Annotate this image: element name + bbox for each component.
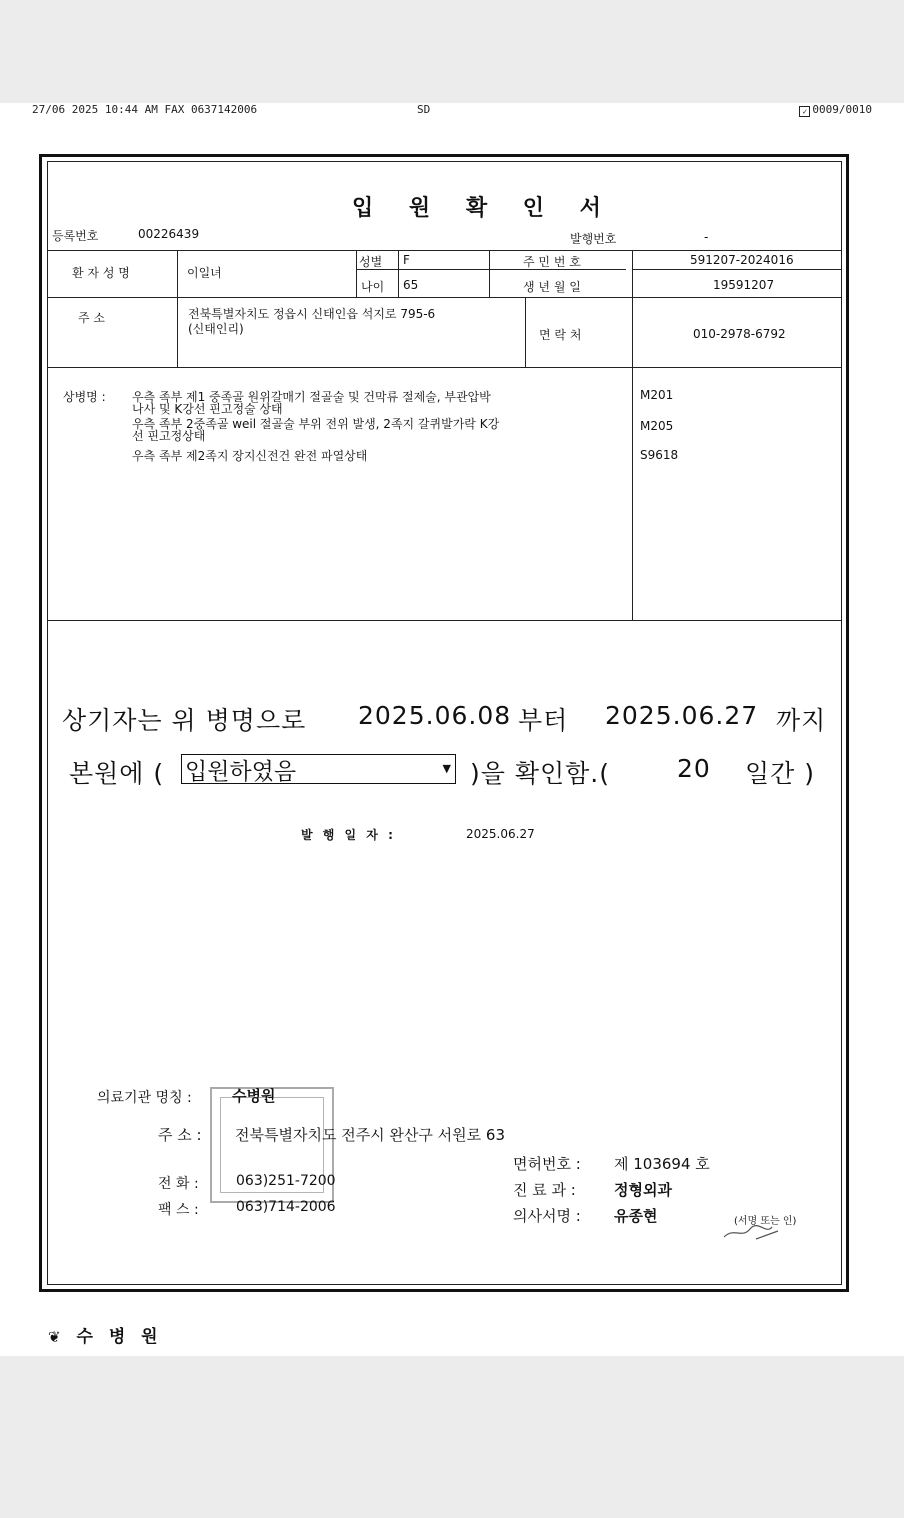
department-label: 진 료 과 : [513, 1181, 576, 1199]
admission-status-select[interactable] [181, 754, 456, 784]
footer-hospital-logo [48, 1322, 163, 1347]
contact-number: 010-2978-6792 [693, 327, 786, 341]
statement2-prefix: 본원에 ( [69, 759, 165, 788]
issue-date-label: 발 행 일 자 : [301, 828, 396, 842]
table-line [632, 250, 633, 620]
fax-number: 063)714-2006 [236, 1199, 336, 1215]
diagnosis-line: 나사 및 K강선 핀고정술 상태 [132, 402, 283, 416]
fax-page [0, 103, 904, 1356]
fax-header [32, 103, 872, 121]
diagnosis-code: S9618 [640, 448, 679, 462]
diagnosis-line: 선 핀고정상태 [132, 429, 206, 443]
fax-header-right [799, 103, 872, 117]
doctor-name: 유종현 [614, 1207, 658, 1225]
doctor-signature-scribble [720, 1219, 790, 1243]
institution-address-label: 주 소 : [158, 1126, 202, 1144]
institution-address: 전북특별자치도 전주시 완산구 서원로 63 [235, 1126, 506, 1144]
table-line [177, 250, 178, 367]
department: 정형외과 [614, 1181, 672, 1199]
diagnosis-code: M201 [640, 388, 674, 402]
signature-note: (서명 또는 인) [734, 1216, 797, 1227]
admission-start-date: 2025.06.08 [358, 701, 512, 730]
fax-header-middle: SD [417, 103, 431, 116]
diagnosis-line: 우측 족부 제2족지 장지신전건 완전 파열상태 [132, 449, 368, 463]
license-label: 면허번호 : [513, 1155, 581, 1173]
registration-number: 00226439 [138, 227, 200, 241]
statement-prefix: 상기자는 위 병명으로 [62, 706, 307, 735]
issue-date: 2025.06.27 [466, 827, 535, 841]
resident-number-label: 주 민 번 호 [523, 255, 581, 269]
footer-hospital-name: 수 병 원 [76, 1327, 163, 1347]
registration-label: 등록번호 [52, 229, 99, 243]
issue-number: - [704, 230, 709, 244]
fax-page-count: 0009/0010 [812, 103, 872, 116]
from-word: 부터 [518, 706, 569, 735]
until-word: 까지 [776, 706, 827, 735]
admission-end-date: 2025.06.27 [605, 701, 759, 730]
table-line [356, 250, 357, 297]
issue-number-label: 발행번호 [570, 232, 617, 246]
diagnosis-line: 우측 족부 2중족골 weil 절골술 부위 전위 발생, 2족지 갈퀴발가락 K강 [132, 417, 500, 431]
table-line [48, 297, 842, 298]
admission-status-value: 입원하였음 [185, 759, 297, 785]
diagnosis-label: 상병명 : [63, 390, 106, 404]
fax-label: 팩 스 : [158, 1202, 199, 1218]
sex-label: 성별 [359, 255, 383, 269]
age-label: 나이 [361, 280, 385, 294]
certificate-frame [39, 154, 849, 1292]
table-line [48, 620, 842, 621]
contact-label: 면 락 처 [539, 328, 582, 342]
address-label: 주 소 [78, 311, 105, 325]
table-line [398, 250, 399, 297]
fax-check-icon: ✓ [799, 106, 810, 117]
table-line [48, 367, 842, 368]
address-line-2: (신태인리) [188, 322, 244, 336]
phone-label: 전 화 : [158, 1176, 199, 1192]
license-number: 제 103694 호 [614, 1155, 710, 1173]
institution-name-label: 의료기관 명칭 : [97, 1090, 192, 1106]
diagnosis-code: M205 [640, 419, 674, 433]
document-title: 입 원 확 인 서 [352, 196, 615, 221]
birth-date-label: 생 년 월 일 [523, 280, 581, 294]
doctor-signature-label: 의사서명 : [513, 1207, 581, 1225]
address-line-1: 전북특별자치도 정읍시 신태인읍 석지로 795-6 [188, 307, 436, 321]
age-value: 65 [403, 278, 419, 292]
chevron-down-icon: ▼ [442, 762, 451, 775]
institution-name: 수병원 [232, 1087, 276, 1105]
phone-number: 063)251-7200 [236, 1173, 336, 1189]
table-line [48, 250, 842, 251]
table-line [525, 297, 526, 367]
diagnosis-line: 우측 족부 제1 중족골 원위갈매기 절골술 및 건막류 절제술, 부관압박 [132, 390, 491, 404]
patient-name: 이일녀 [187, 266, 222, 280]
statement2-middle: )을 확인함.( [470, 759, 611, 788]
hospital-emblem-icon: ❦ [48, 1328, 66, 1346]
birth-date: 19591207 [713, 278, 775, 292]
table-line [632, 269, 842, 270]
days-unit: 일간 ) [745, 759, 816, 788]
resident-number: 591207-2024016 [690, 253, 794, 267]
sex-value: F [403, 253, 410, 267]
table-line [356, 269, 626, 270]
admission-days: 20 [677, 754, 711, 783]
fax-header-left: 27/06 2025 10:44 AM FAX 0637142006 [32, 103, 258, 116]
patient-name-label: 환 자 성 명 [72, 266, 130, 280]
table-line [489, 250, 490, 297]
